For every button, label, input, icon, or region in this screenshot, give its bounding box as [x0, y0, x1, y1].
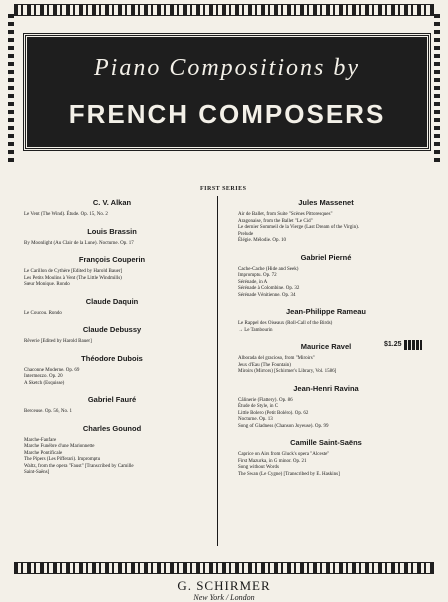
work-title: Waltz, from the opera "Faust" [Transcribed by Camille — [24, 463, 134, 469]
composer-entry — [228, 307, 424, 342]
work-title: Marche Funèbre d'une Marionnette — [24, 444, 95, 449]
work-title: Impromptu. Op. 72 — [238, 273, 277, 278]
column-divider — [217, 196, 218, 546]
work-title: A Sketch (Esquisse) — [24, 380, 65, 386]
work-title: Aragonaise, from the Ballet "Le Cid" — [238, 218, 313, 224]
composer-entry — [14, 325, 210, 354]
title-panel — [24, 34, 430, 150]
work-title: By Moonlight (Au Clair de la Lune). Nocturne. Op. 17 — [24, 240, 134, 246]
composer-name: Louis Brassin — [87, 226, 137, 236]
work-title: Caprice on Airs from Gluck's opera "Alceste" — [238, 452, 330, 457]
works-list — [24, 368, 210, 388]
work-title: Marche-Fanfare — [24, 437, 57, 443]
works-list — [238, 398, 424, 431]
work-title: Saint-Saëns] — [24, 470, 50, 475]
work-title: Câlinerie (Flattery). Op. 86 — [238, 397, 293, 403]
bottom-ornamental-border — [14, 562, 434, 574]
work-title: → Le Tambourin — [238, 327, 273, 333]
composer-entry — [228, 342, 424, 384]
work-title: Alborada del gracioso, from "Miroirs" — [238, 356, 315, 361]
composer-name: François Couperin — [78, 255, 146, 264]
work-title: Étude de Style, in C — [238, 404, 279, 409]
work-title: Berceuse. Op. 56, No. 1 — [24, 409, 73, 414]
work-title: Sérénade à Colombine. Op. 32 — [238, 286, 300, 291]
work-title: Song without Words — [238, 465, 279, 470]
works-list — [238, 212, 424, 245]
work-title: Jeux d'Eau (The Fountain) — [238, 362, 291, 368]
composer-entry — [14, 354, 210, 396]
work-title: Le Vent (The Wind). Étude. Op. 15, No. 2 — [24, 212, 108, 217]
composer-name: Camille Saint-Saëns — [290, 438, 362, 447]
composer-entry — [14, 255, 210, 297]
work-title: Nocturne. Op. 13 — [238, 417, 273, 422]
top-ornamental-border — [14, 4, 434, 16]
composer-name: Gabriel Pierné — [300, 252, 352, 262]
composer-name: Maurice Ravel — [300, 342, 352, 351]
composer-name: Jean-Henri Ravina — [293, 383, 359, 393]
work-title: First Mazurka, in G minor. Op. 21 — [238, 458, 307, 464]
work-title: The Swan (Le Cygne) [Transcribed by E. Haskins] — [238, 471, 340, 477]
work-title: Air de Ballet, from Suite "Scènes Pittoresques" — [238, 212, 333, 217]
title-line-1: Piano Compositions by — [93, 55, 360, 81]
composer-entry — [14, 395, 210, 424]
composer-name: Gabriel Fauré — [87, 395, 137, 404]
work-title: Sérénade Vénitienne. Op. 34 — [238, 292, 296, 298]
work-title: Miroirs (Mirrors) [Schirmer's Library, Vol. 1586] — [238, 369, 337, 374]
works-list — [238, 356, 424, 376]
left-column — [14, 198, 210, 485]
composer-entry — [228, 438, 424, 486]
composer-entry — [14, 198, 210, 227]
publisher-city: New York / London — [193, 593, 255, 602]
work-title: Le dernier Sommeil de la Vierge (Last Dream of the Virgin). — [238, 225, 360, 230]
composer-entry — [228, 253, 424, 308]
composer-entry — [228, 198, 424, 253]
composer-name: Jean-Philippe Rameau — [285, 307, 367, 316]
composer-entry — [14, 424, 210, 485]
work-title: Sœur Monique. Rondo — [24, 282, 70, 287]
composer-entry — [228, 384, 424, 439]
work-title: Marche Pontificale — [24, 450, 63, 456]
series-label: FIRST SERIES — [200, 186, 247, 192]
work-title: Le Rappel des Oiseaux (Roll-Call of the Birds) — [238, 321, 333, 326]
work-title: Les Petits Moulins à Vent (The Little Windmills) — [24, 275, 122, 281]
work-title: Little Bolero (Petit Boléro). Op. 62 — [238, 410, 309, 416]
composer-name: Charles Gounod — [82, 423, 142, 433]
work-title: Sérénade, in A — [238, 279, 268, 285]
work-title: Rêverie [Edited by Harold Bauer] — [24, 339, 92, 344]
composer-name: Théodore Dubois — [81, 353, 143, 363]
works-list — [238, 321, 424, 334]
left-ornamental-border — [8, 14, 14, 164]
work-title: Le Coucou. Rondo — [24, 310, 62, 316]
right-ornamental-border — [434, 14, 440, 164]
works-list — [24, 438, 210, 477]
composer-name: Jules Massenet — [298, 198, 354, 207]
works-list — [24, 269, 210, 289]
title-line-2: FRENCH COMPOSERS — [68, 99, 386, 129]
work-title: Élégie. Mélodie. Op. 10 — [238, 238, 287, 243]
composer-entry — [14, 227, 210, 256]
price-marker — [404, 340, 422, 350]
publisher-name: G. SCHIRMER — [177, 578, 271, 593]
work-title: Chaconne Moderne. Op. 69 — [24, 367, 80, 373]
composer-entry — [14, 297, 210, 326]
price-label: $1.25 — [384, 341, 402, 348]
work-title: The Pipers (Les Pifferari). Impromptu — [24, 457, 101, 462]
composer-name: C. V. Alkan — [92, 198, 132, 207]
composer-name: Claude Debussy — [82, 325, 142, 334]
work-title: Le Carillon de Cythère [Edited by Harold Bauer] — [24, 269, 123, 274]
work-title: Intermezzo. Op. 20 — [24, 374, 63, 379]
work-title: Prelude — [238, 231, 254, 237]
work-title: Song of Gladness (Chanson Joyeuse). Op. 99 — [238, 423, 329, 429]
composer-name: Claude Daquin — [85, 296, 139, 306]
works-list — [238, 267, 424, 300]
works-list — [238, 452, 424, 478]
work-title: Cache-Cache (Hide and Seek) — [238, 266, 299, 272]
